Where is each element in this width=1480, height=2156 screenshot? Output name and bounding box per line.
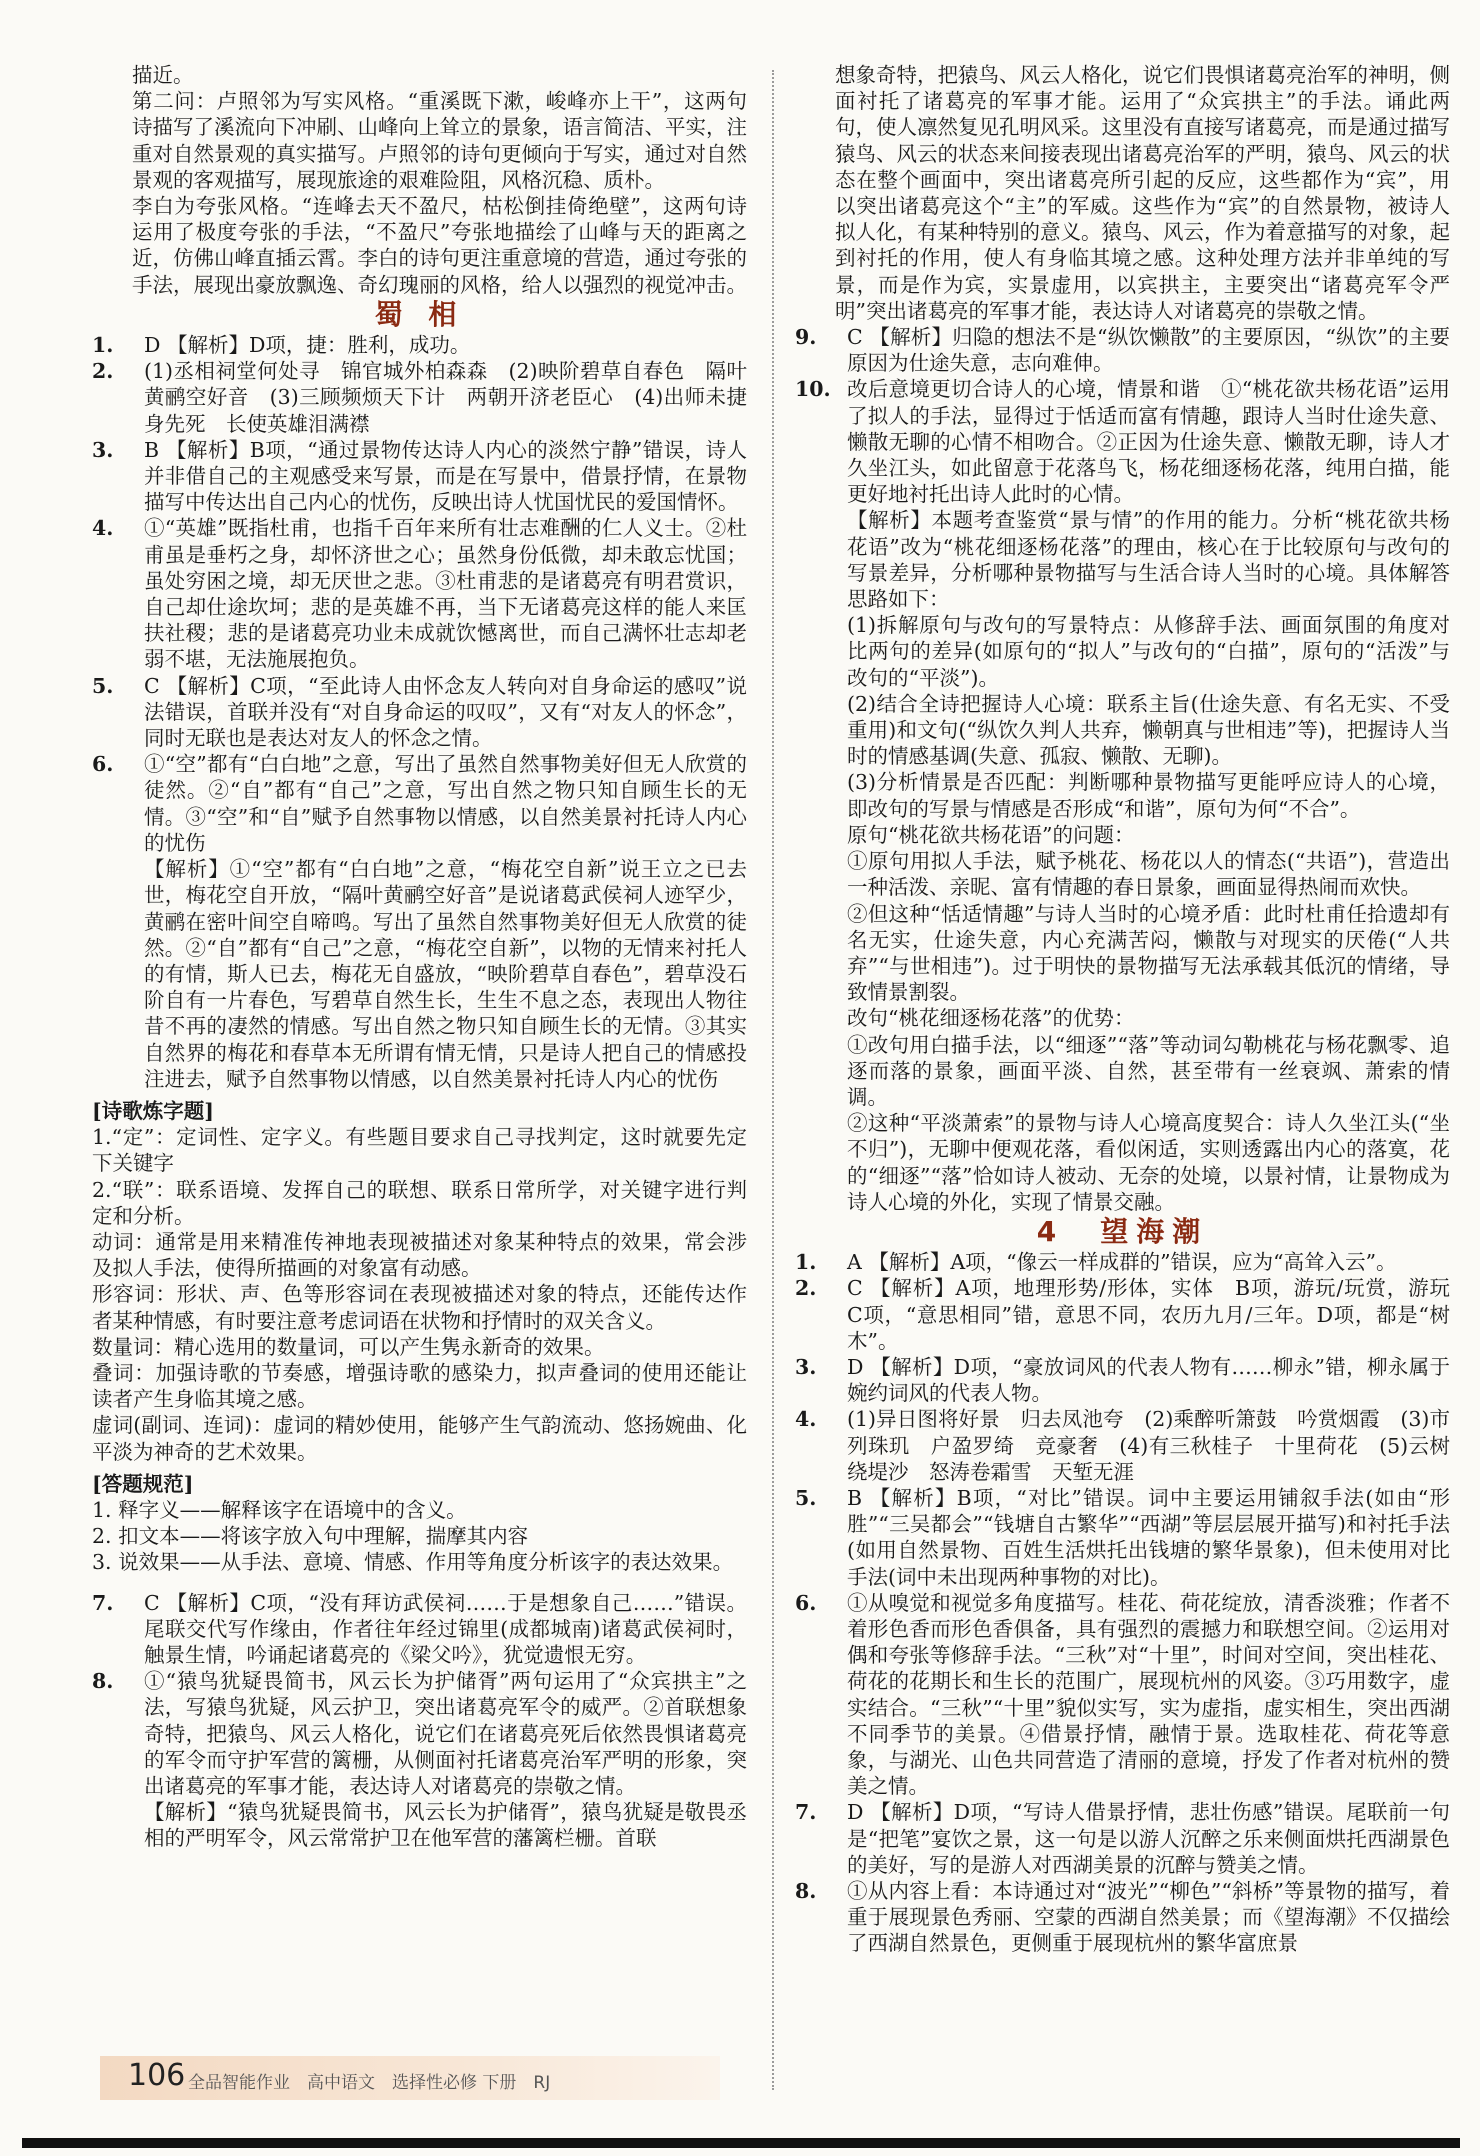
lianzi-line: 动词：通常是用来精准传神地表现被描述对象某种特点的效果，常会涉及拟人手法，使得所描画的对象富有动感。: [92, 1229, 747, 1281]
lianzi-line: 叠词：加强诗歌的节奏感，增强诗歌的感染力，拟声叠词的使用还能让读者产生身临其境之感。: [92, 1360, 747, 1412]
answer-item-w2: [795, 1275, 1471, 1354]
item-text: D 【解析】D项，“写诗人借景抒情，悲壮伤感”错误。尾联前一句是“把笔”宴饮之景，这一句是以游人沉醉之乐来侧面烘托西湖景色的美好，写的是游人对西湖美景的沉醉与赞美之情。: [847, 1800, 1450, 1877]
item-text: C 【解析】C项，“没有拜访武侯祠……于是想象自己……”错误。尾联交代写作缘由，作者往年经过锦里(成都城南)诸葛武侯祠时，触景生情，吟诵起诸葛亮的《梁父吟》，犹觉遗恨无穷。: [144, 1590, 747, 1667]
item-number: 7.: [92, 1590, 114, 1615]
answer-item-8: [92, 1668, 747, 1799]
answer-item-10-analysis: [795, 507, 1450, 1214]
item-number: 9.: [795, 325, 817, 350]
lianzi-line: 1.“定”：定词性、定字义。有些题目要求自己寻找判定，这时就要先定下关键字: [92, 1125, 747, 1176]
answer-item-3: [92, 437, 747, 516]
answer-item-w1: [795, 1249, 1450, 1275]
page-number: 106: [128, 2058, 186, 2093]
answer-item-4: [92, 515, 747, 672]
item-text: D 【解析】D项，捷：胜利，成功。: [144, 333, 471, 358]
item-text: C 【解析】A项，地理形势/形体，实体 B项，游玩/玩赏，游玩 C项，“意思相同”错，意思不同，农历九月/三年。D项，都是“树木”。: [847, 1276, 1471, 1353]
answer-item-9: [795, 324, 1450, 376]
item-text: 【解析】①“空”都有“白白地”之意，“梅花空自新”说王立之已去世，梅花空自开放，“隔叶黄鹂空好音”是说诸葛武侯祠人迹罕少，黄鹂在密叶间空自啼鸣。写出了虽然自然事物美好但无人欣赏的徒然。②“自”都有“自己”之意，“梅花空自新”，以物的无情来衬托人的有情，斯人已去，梅花无自盛放，“映阶碧草自春色”，碧草没石阶自有一片春色，写碧草自然生长，生生不息之态，表现出人物往昔不再的凄然的情感。写出自然之物只知自顾生长的无情。③其实自然界的梅花和春草本无所谓有情无情，只是诗人把自己的情感投注进去，赋予自然事物以情感，以自然美景衬托诗人内心的忧伤: [144, 857, 747, 1091]
bottom-rule: [22, 2138, 1460, 2148]
item-number: 5.: [795, 1485, 817, 1510]
item-text: ①从嗅觉和视觉多角度描写。桂花、荷花绽放，清香淡雅；作者不着形色香而形色香俱备，具有强烈的震撼力和联想空间。②运用对偶和夸张等修辞手法。“三秋”对“十里”，时间对空间，突出桂花、荷花的花期长和生长的范围广，展现杭州的风姿。③巧用数字，虚实结合。“三秋”“十里”貌似实写，实为虚指，虚实相生，突出西湖不同季节的美景。④借景抒情，融情于景。选取桂花、荷花等意象，与湖光、山色共同营造了清丽的意境，抒发了作者对杭州的赞美之情。: [847, 1590, 1450, 1799]
right-column: [795, 62, 1471, 1957]
item-number: 8.: [795, 1879, 817, 1904]
lianzi-line: 数量词：精心选用的数量词，可以产生隽永新奇的效果。: [92, 1334, 605, 1359]
intro-line-1: 描近。: [132, 63, 194, 87]
section-title-wanghaichao: 4 望海潮: [1036, 1214, 1209, 1248]
section-title-shuxiang: 蜀 相: [374, 297, 465, 331]
item-text: A 【解析】A项，“像云一样成群的”错误，应为“高耸入云”。: [847, 1250, 1397, 1275]
item-number: 3.: [795, 1354, 817, 1379]
intro-para-3: 李白为夸张风格。“连峰去天不盈尺，枯松倒挂倚绝壁”，这两句诗运用了极度夸张的手法，“不盈尺”夸张地描绘了山峰与天的距离之近，仿佛山峰直插云霄。李白的诗句更注重意境的营造，通过夸张的手法，展现出豪放飘逸、奇幻瑰丽的风格，给人以强烈的视觉冲击。: [132, 194, 747, 297]
item-text: C 【解析】归隐的想法不是“纵饮懒散”的主要原因，“纵饮”的主要原因为仕途失意，志向难伸。: [847, 325, 1450, 376]
column-divider: [772, 70, 774, 2090]
answer-item-7: [92, 1590, 747, 1669]
lianzi-heading: [诗歌炼字题]: [92, 1098, 214, 1123]
item-text: ①从内容上看：本诗通过对“波光”“柳色”“斜桥”等景物的描写，着重于展现景色秀丽、空蒙的西湖自然美景；而《望海潮》不仅描绘了西湖自然景色，更侧重于展现杭州的繁华富庶景: [847, 1879, 1450, 1956]
item-number: 4.: [795, 1407, 817, 1432]
item-number: 6.: [92, 752, 114, 777]
guifan-line: 2. 扣文本——将该字放入句中理解，揣摩其内容: [92, 1524, 529, 1549]
answer-item-6: [92, 751, 747, 856]
answer-item-1: [92, 332, 747, 358]
item-text: D 【解析】D项，“豪放词风的代表人物有……柳永”错，柳永属于婉约词风的代表人物。: [847, 1354, 1450, 1406]
item-text: ①“空”都有“白白地”之意，写出了虽然自然事物美好但无人欣赏的徒然。②“自”都有“自己”之意，写出自然之物只知自顾生长的无情。③“空”和“自”赋予自然事物以情感，以自然美景衬托诗人内心的忧伤: [144, 752, 747, 855]
answer-item-8-analysis: [92, 1799, 747, 1851]
spacer: [92, 1576, 747, 1590]
answer-item-w8: [795, 1878, 1450, 1957]
answer-item-5: [92, 673, 747, 752]
footer-text: 全品智能作业 高中语文 选择性必修 下册 RJ: [188, 2073, 551, 2093]
answer-item-w7: [795, 1799, 1450, 1878]
item-text: (1)异日图将好景 归去凤池夸 (2)乘醉听箫鼓 吟赏烟霞 (3)市列珠玑 户盈罗绮 竞豪奢 (4)有三秋桂子 十里荷花 (5)云树绕堤沙 怒涛卷霜雪 天堑无涯: [847, 1407, 1450, 1484]
answer-item-6-analysis: [92, 856, 747, 1092]
item-number: 2.: [795, 1276, 817, 1301]
item-text: ①“猿鸟犹疑畏简书，风云长为护储胥”两句运用了“众宾拱主”之法，写猿鸟犹疑，风云护卫，突出诸葛亮军令的威严。②首联想象奇特，把猿鸟、风云人格化，说它们在诸葛亮死后依然畏惧诸葛亮的军令而守护军营的篱栅，从侧面衬托诸葛亮治军严明的形象，突出诸葛亮的军事才能，表达诗人对诸葛亮的崇敬之情。: [144, 1669, 747, 1798]
guifan-heading: [答题规范]: [92, 1471, 194, 1496]
continued-analysis: 想象奇特，把猿鸟、风云人格化，说它们畏惧诸葛亮治军的神明，侧面衬托了诸葛亮的军事才能。运用了“众宾拱主”的手法。诵此两句，使人凛然复见孔明风采。这里没有直接写诸葛亮，而是通过描写猿鸟、风云的状态来间接表现出诸葛亮治军的严明，猿鸟、风云的状态在整个画面中，突出诸葛亮所引起的反应，这些都作为“宾”，用以突出诸葛亮这个“主”的军威。这些作为“宾”的自然景物，被诗人拟人化，有某种特别的意义。猿鸟、风云，作为着意描写的对象，起到衬托的作用，使人有身临其境之感。这种处理方法并非单纯的写景，而是作为宾，实景虚用，以宾拱主，主要突出“诸葛亮军令严明”突出诸葛亮的军事才能，表达诗人对诸葛亮的崇敬之情。: [835, 63, 1450, 323]
item-number: 1.: [92, 333, 114, 358]
lianzi-line: 虚词(副词、连词)：虚词的精妙使用，能够产生气韵流动、悠扬婉曲、化平淡为神奇的艺术效果。: [92, 1413, 747, 1464]
left-column: [92, 62, 747, 1852]
answer-item-w5: [795, 1485, 1450, 1590]
item-number: 10.: [795, 377, 831, 402]
item-number: 3.: [92, 437, 114, 462]
item-text: 【解析】本题考查鉴赏“景与情”的作用的能力。分析“桃花欲共杨花语”改为“桃花细逐杨花落”的理由，核心在于比较原句与改句的写景差异，分析哪种景物描写与生活合诗人当时的心境。具体解答思路如下： (1)拆解原句与改句的写景特点：从修辞手法、画面氛围的角度对比两句的差异(如原句的“拟人”与改句的“白描”，原句的“活泼”与改句的“平淡”)。 (2)结合全诗把握诗人心境：联系主旨(仕途失意、有名无实、不受重用)和文句(“纵饮久判人共弃，懒朝真与世相违”等)，把握诗人当时的情感基调(失意、孤寂、懒散、无聊)。 (3)分析情景是否匹配：判断哪种景物描写更能呼应诗人的心境，即改句的写景与情感是否形成“和谐”，原句为何“不合”。 原句“桃花欲共杨花语”的问题： ①原句用拟人手法，赋予桃花、杨花以人的情态(“共语”)，营造出一种活泼、亲昵、富有情趣的春日景象，画面显得热闹而欢快。 ②但这种“恬适情趣”与诗人当时的心境矛盾：此时杜甫任拾遗却有名无实，仕途失意，内心充满苦闷，懒散与对现实的厌倦(“人共弃”“与世相违”)。过于明快的景物描写无法承载其低沉的情绪，导致情景割裂。 改句“桃花细逐杨花落”的优势： ①改句用白描手法，以“细逐”“落”等动词勾勒桃花与杨花飘零、追逐而落的景象，画面平淡、自然，甚至带有一丝衰飒、萧索的情调。 ②这种“平淡萧索”的景物与诗人心境高度契合：诗人久坐江头(“坐不归”)，无聊中便观花落，看似闲适，实则透露出内心的落寞，花的“细逐”“落”恰如诗人被动、无奈的处境，以景衬情，让景物成为诗人心境的外化，实现了情景交融。: [847, 508, 1450, 1214]
answer-item-10: [795, 376, 1450, 507]
item-number: 4.: [92, 516, 114, 541]
item-number: 2.: [92, 359, 114, 384]
item-text: B 【解析】B项，“对比”错误。词中主要运用铺叙手法(如由“形胜”“三吴都会”“钱塘自古繁华”“西湖”等层层展开描写)和衬托手法(如用自然景物、百姓生活烘托出钱塘的繁华景象)，但未使用对比手法(词中未出现两种事物的对比)。: [847, 1485, 1450, 1589]
page-footer: [0, 2056, 1480, 2100]
item-text: B 【解析】B项，“通过景物传达诗人内心的淡然宁静”错误，诗人并非借自己的主观感受来写景，而是在写景中，借景抒情，在景物描写中传达出自己内心的忧伤，反映出诗人忧国忧民的爱国情怀。: [144, 437, 747, 515]
guifan-line: 3. 说效果——从手法、意境、情感、作用等角度分析该字的表达效果。: [92, 1550, 734, 1575]
item-text: 改后意境更切合诗人的心境，情景和谐 ①“桃花欲共杨花语”运用了拟人的手法，显得过于恬适而富有情趣，跟诗人当时仕途失意、懒散无聊的心情不相吻合。②正因为仕途失意、懒散无聊，诗人才久坐江头，如此留意于花落鸟飞，杨花细逐杨花落，纯用白描，能更好地衬托出诗人此时的心情。: [847, 377, 1450, 507]
item-number: 7.: [795, 1800, 817, 1825]
lianzi-line: 形容词：形状、声、色等形容词在表现被描述对象的特点，还能传达作者某种情感，有时要注意考虑词语在状物和抒情时的双关含义。: [92, 1282, 747, 1333]
item-number: 6.: [795, 1590, 817, 1615]
item-number: 5.: [92, 673, 114, 698]
item-text: 【解析】“猿鸟犹疑畏简书，风云长为护储胥”，猿鸟犹疑是敬畏丞相的严明军令，风云常常护卫在他军营的藩篱栏栅。首联: [144, 1800, 747, 1851]
guifan-line: 1. 释字义——解释该字在语境中的含义。: [92, 1497, 467, 1522]
item-text: C 【解析】C项，“至此诗人由怀念友人转向对自身命运的感叹”说法错误，首联并没有“对自身命运的叹叹”，又有“对友人的怀念”，同时无联也是表达对友人的怀念之情。: [144, 673, 747, 751]
answer-item-w4: [795, 1406, 1450, 1485]
item-number: 8.: [92, 1669, 114, 1694]
lianzi-line: 2.“联”：联系语境、发挥自己的联想、联系日常所学，对关键字进行判定和分析。: [92, 1177, 747, 1228]
item-number: 1.: [795, 1250, 817, 1275]
answer-item-2: [92, 358, 747, 437]
answer-item-w6: [795, 1590, 1450, 1800]
intro-para-2: 第二问：卢照邻为写实风格。“重溪既下漱，峻峰亦上干”，这两句诗描写了溪流向下冲刷、山峰向上耸立的景象，语言简洁、平实，注重对自然景观的真实描写。卢照邻的诗句更倾向于写实，通过对自然景观的客观描写，展现旅途的艰难险阻，风格沉稳、质朴。: [132, 89, 747, 192]
item-text: (1)丞相祠堂何处寻 锦官城外柏森森 (2)映阶碧草自春色 隔叶黄鹂空好音 (3)三顾频烦天下计 两朝开济老臣心 (4)出师未捷身先死 长使英雄泪满襟: [144, 359, 747, 436]
answer-item-w3: [795, 1354, 1450, 1406]
item-text: ①“英雄”既指杜甫，也指千百年来所有壮志难酬的仁人义士。②杜甫虽是垂朽之身，却怀济世之心；虽然身份低微，却未敢忘忧国；虽处穷困之境，却无厌世之悲。③杜甫悲的是诸葛亮有明君赏识，自己却仕途坎坷；悲的是英雄不再，当下无诸葛亮这样的能人来匡扶社稷；悲的是诸葛亮功业未成就饮憾离世，而自己满怀壮志却老弱不堪，无法施展抱负。: [144, 516, 747, 672]
